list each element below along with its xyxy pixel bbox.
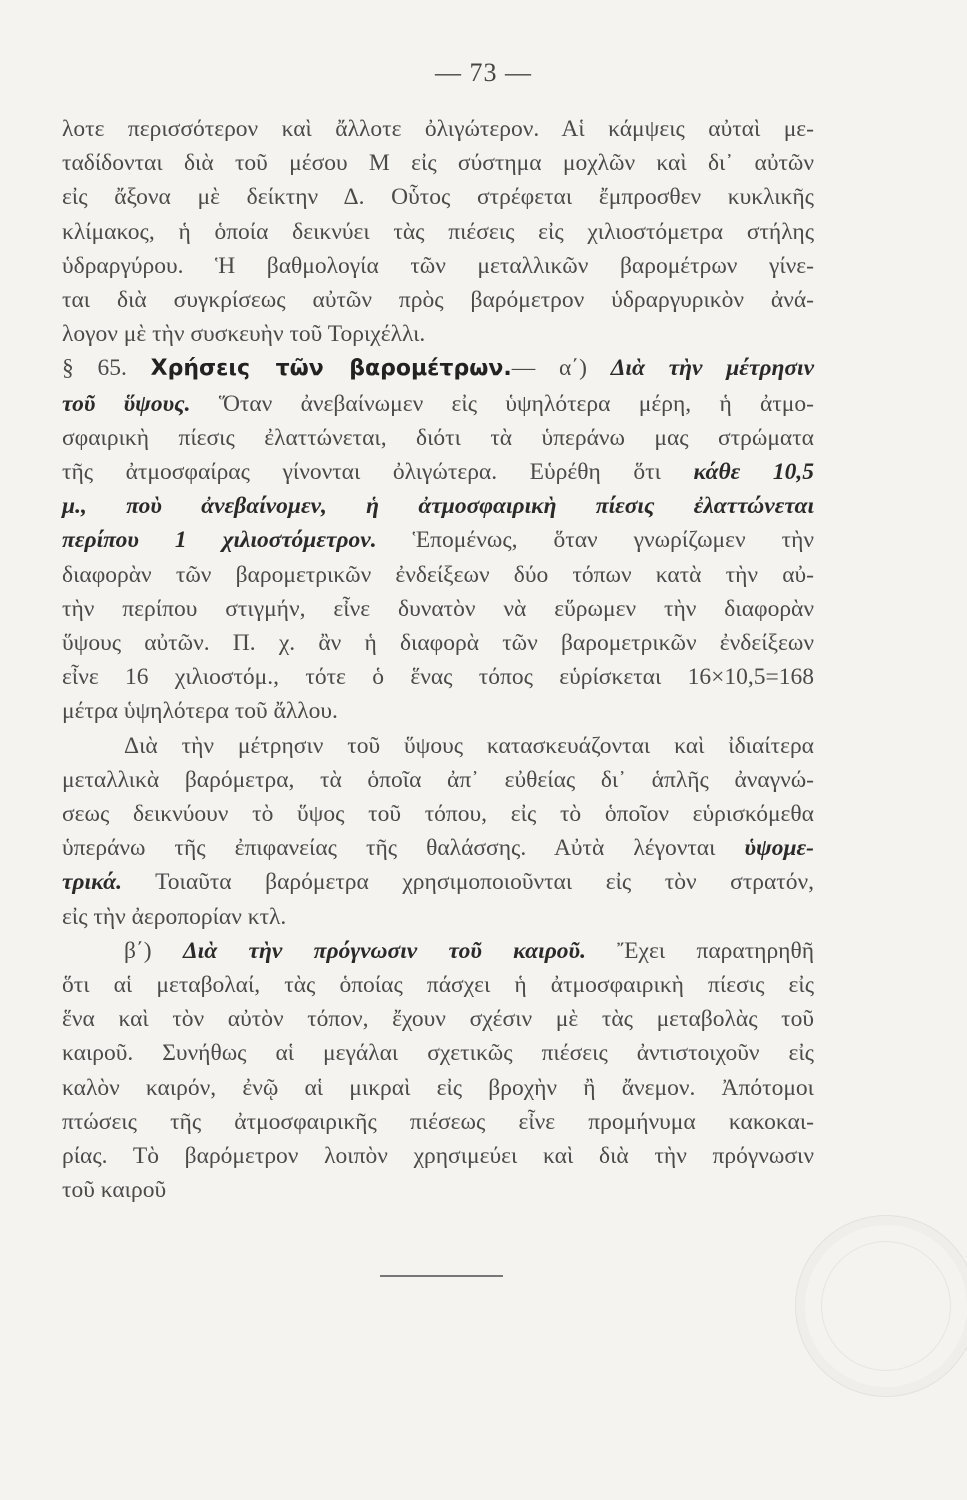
- text-line: [62, 1036, 814, 1070]
- text-segment: λοτε περισσότερον καὶ ἄλλοτε ὀλιγώτερον. Αἱ κάμψεις αὐταὶ με-: [62, 116, 814, 142]
- emphasis-text: τρικά.: [62, 869, 122, 896]
- text-line: [62, 421, 814, 455]
- body-text: [62, 112, 814, 1208]
- end-rule: [380, 1275, 503, 1277]
- text-segment: εἰς ἄξονα μὲ δείκτην Δ. Οὗτος στρέφεται ἔμπροσθεν κυκλικῆς: [62, 184, 814, 211]
- text-line: [62, 317, 814, 351]
- text-line: [62, 660, 814, 694]
- text-line: [62, 146, 814, 180]
- text-line: [62, 558, 814, 592]
- text-line: [62, 865, 814, 899]
- emphasis-text: Διὰ τὴν μέτρησιν: [610, 355, 815, 382]
- text-segment: τοῦ καιροῦ: [62, 1177, 167, 1204]
- text-segment: ρίας. Τὸ βαρόμετρον λοιπὸν χρησιμεύει καὶ διὰ τὴν πρόγνωσιν: [62, 1143, 814, 1170]
- library-stamp: [795, 1215, 967, 1397]
- text-segment: ὑπεράνω τῆς ἐπιφανείας τῆς θαλάσσης. Αὐτὰ λέγονται: [62, 835, 745, 862]
- text-line: [62, 489, 814, 523]
- text-segment: διαφορὰν τῶν βαρομετρικῶν ἐνδείξεων δύο τόπων κατὰ τὴν αὐ-: [62, 561, 814, 588]
- text-line: [62, 249, 814, 283]
- text-segment: σφαιρικὴ πίεσις ἐλαττώνεται, διότι τὰ ὑπεράνω μας στρώματα: [62, 424, 814, 451]
- text-segment: καιροῦ. Συνήθως αἱ μεγάλαι σχετικῶς πιέσεις ἀντιστοιχοῦν εἰς: [62, 1040, 814, 1067]
- text-line: [62, 1173, 814, 1207]
- text-segment: ὑδραργύρου. Ἡ βαθμολογία τῶν μεταλλικῶν βαρομέτρων γίνε-: [62, 252, 814, 279]
- text-segment: σεως δεικνύουν τὸ ὕψος τοῦ τόπου, εἰς τὸ ὁποῖον εὑρισκόμεθα: [62, 801, 814, 828]
- text-line: [62, 729, 814, 763]
- text-line: [62, 626, 814, 660]
- text-line: [62, 1002, 814, 1036]
- text-line: [62, 968, 814, 1002]
- text-segment: ται διὰ συγκρίσεως αὐτῶν πρὸς βαρόμετρον ὑδραργυρικὸν ἀνά-: [62, 287, 814, 314]
- text-segment: Διὰ τὴν μέτρησιν τοῦ ὕψους κατασκευάζονται καὶ ἰδιαίτερα: [124, 732, 814, 759]
- text-segment: ἕνα καὶ τὸν αὐτὸν τόπον, ἔχουν σχέσιν μὲ τὰς μεταβολὰς τοῦ: [62, 1006, 814, 1033]
- text-line: [62, 523, 814, 557]
- text-line: [62, 592, 814, 626]
- text-line: [62, 387, 814, 421]
- text-segment: β΄): [124, 937, 183, 964]
- text-segment: § 65.: [62, 355, 151, 382]
- page-number: — 73 —: [435, 58, 532, 87]
- text-segment: καλὸν καιρόν, ἐνῷ αἱ μικραὶ εἰς βροχὴν ἢ ἄνεμον. Ἀπότομοι: [62, 1074, 814, 1101]
- text-segment: ταδίδονται διὰ τοῦ μέσου Μ εἰς σύστημα μοχλῶν καὶ δι᾽ αὐτῶν: [62, 150, 814, 177]
- emphasis-text: μ., ποὺ ἀνεβαίνομεν, ἡ ἀτμοσφαιρικὴ πίεσις ἐλαττώνεται: [62, 493, 814, 520]
- text-segment: — α΄): [511, 355, 611, 382]
- text-segment: εἰς τὴν ἀεροπορίαν κτλ.: [62, 903, 287, 930]
- text-segment: Ὅταν ἀνεβαίνωμεν εἰς ὑψηλότερα μέρη, ἡ ἀτμο-: [190, 390, 814, 417]
- text-line: [62, 934, 814, 968]
- text-segment: μέτρα ὑψηλότερα τοῦ ἄλλου.: [62, 698, 338, 725]
- text-segment: πτώσεις τῆς ἀτμοσφαιρικῆς πιέσεως εἶνε προμήνυμα κακοκαι-: [62, 1108, 814, 1135]
- text-segment: τῆς ἀτμοσφαίρας γίνονται ὀλιγώτερα. Εὑρέθη ὅτι: [62, 459, 694, 486]
- text-line: [62, 694, 814, 728]
- text-line: [62, 763, 814, 797]
- emphasis-text: τοῦ ὕψους.: [62, 390, 191, 417]
- text-segment: κλίμακος, ἡ ὁποία δεικνύει τὰς πιέσεις εἰς χιλιοστόμετρα στήλης: [62, 218, 814, 245]
- text-segment: Τοιαῦτα βαρόμετρα χρησιμοποιοῦνται εἰς τὸν στρατόν,: [121, 869, 814, 896]
- emphasis-text: κάθε 10,5: [693, 459, 815, 486]
- text-line: [62, 1071, 814, 1105]
- text-segment: εἶνε 16 χιλιοστόμ., τότε ὁ ἕνας τόπος εὑρίσκεται 16×10,5=168: [62, 664, 814, 691]
- text-line: [62, 1139, 814, 1173]
- text-line: [62, 900, 814, 934]
- text-segment: λογον μὲ τὴν συσκευὴν τοῦ Τοριχέλλι.: [62, 321, 426, 348]
- emphasis-text: Χρήσεις τῶν βαρομέτρων.: [150, 356, 512, 382]
- text-segment: Ἑπομένως, ὅταν γνωρίζωμεν τὴν: [376, 527, 814, 554]
- text-line: [62, 797, 814, 831]
- text-line: [62, 455, 814, 489]
- emphasis-text: ὑψομε-: [744, 835, 814, 862]
- text-segment: τὴν περίπου στιγμήν, εἶνε δυνατὸν νὰ εὕρωμεν τὴν διαφορὰν: [62, 595, 814, 622]
- text-segment: ὕψους αὐτῶν. Π. χ. ἂν ἡ διαφορὰ τῶν βαρομετρικῶν ἐνδείξεων: [62, 630, 814, 657]
- text-segment: μεταλλικὰ βαρόμετρα, τὰ ὁποῖα ἀπ᾽ εὐθείας δι᾽ ἁπλῆς ἀναγνώ-: [62, 766, 814, 793]
- text-line: [62, 112, 814, 146]
- text-segment: ὅτι αἱ μεταβολαί, τὰς ὁποίας πάσχει ἡ ἀτμοσφαιρικὴ πίεσις εἰς: [62, 972, 814, 999]
- text-line: [62, 283, 814, 317]
- emphasis-text: Διὰ τὴν πρόγνωσιν τοῦ καιροῦ.: [182, 937, 586, 964]
- text-line: [62, 215, 814, 249]
- text-line: [62, 180, 814, 214]
- text-segment: Ἔχει παρατηρηθῆ: [585, 937, 815, 964]
- emphasis-text: περίπου 1 χιλιοστόμετρον.: [62, 527, 377, 554]
- text-line: [62, 1105, 814, 1139]
- text-line: [62, 351, 814, 386]
- text-line: [62, 831, 814, 865]
